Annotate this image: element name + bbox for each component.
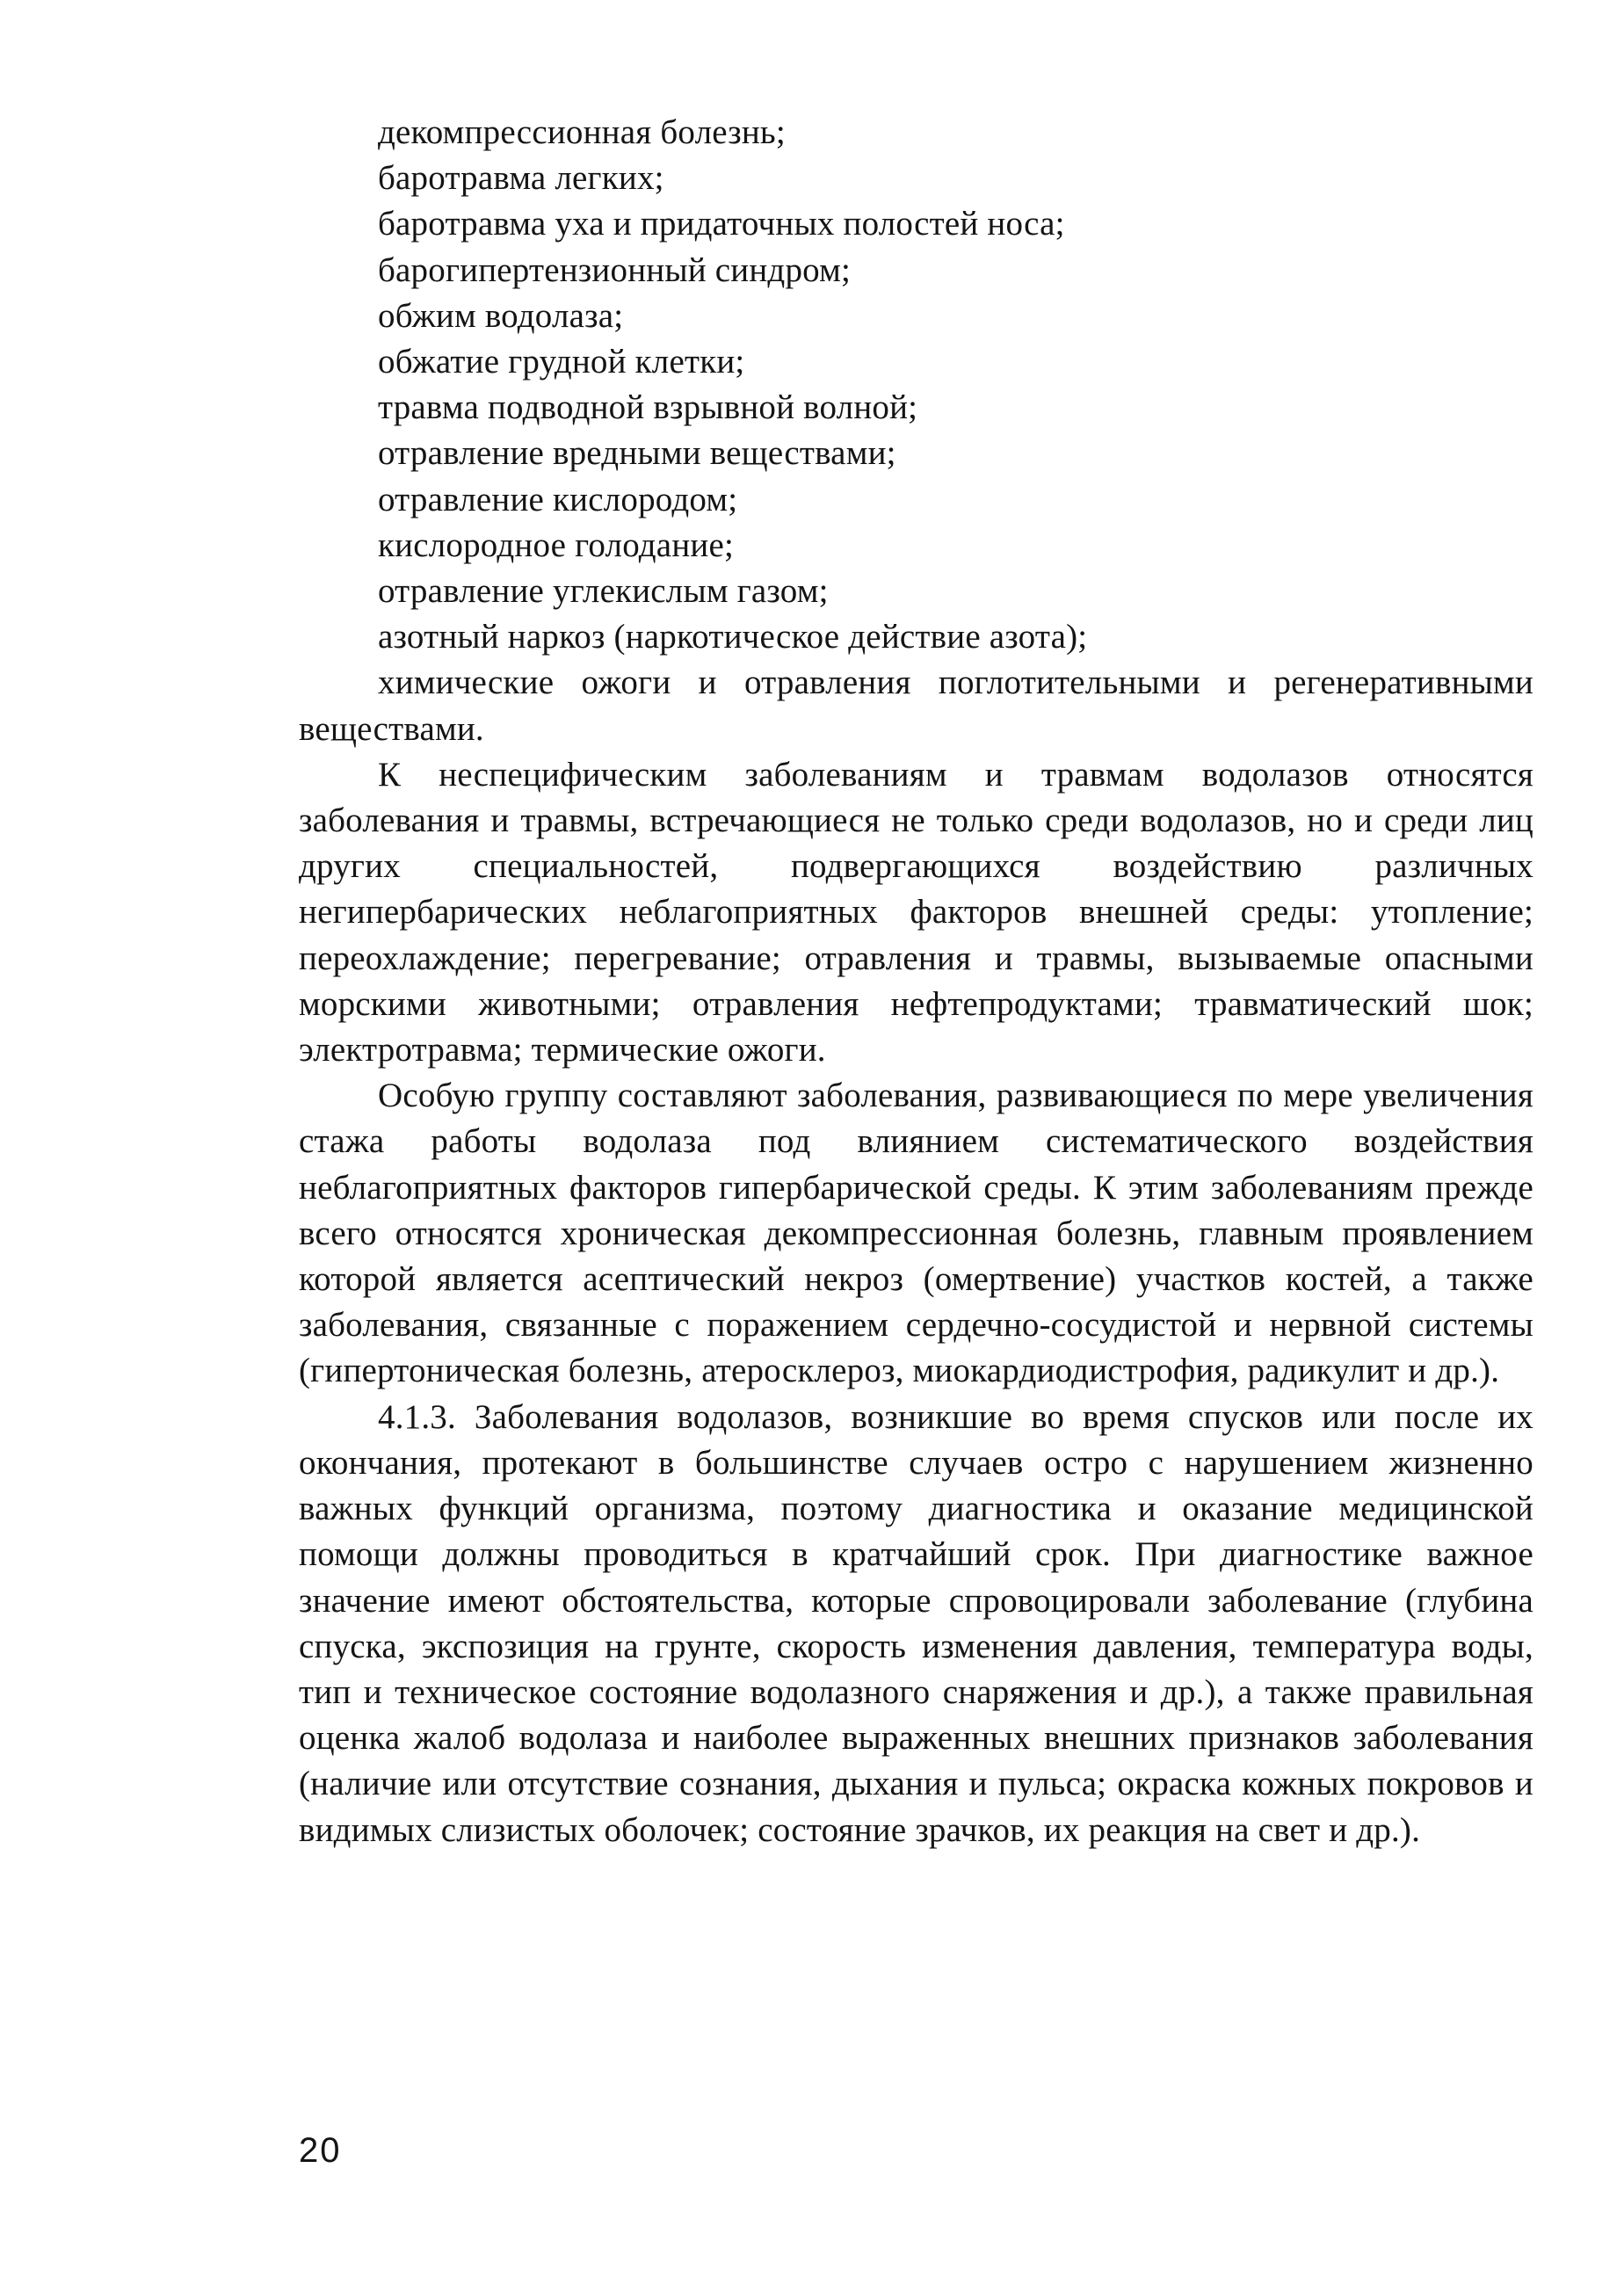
list-item: азотный наркоз (наркотическое действие азота);	[378, 618, 1088, 656]
list-item: баротравма легких;	[378, 159, 664, 198]
paragraph-section-4-1-3: 4.1.3. Заболевания водолазов, возникшие во время спусков или после их окончания, протекают в большинстве случаев остро с нарушением жизненно важных функций организма, поэтому диагностика и оказание медицинской помощи должны проводиться в кратчайший срок. При диагностике важное значение имеют обстоятельства, которые спровоцировали заболевание (глубина спуска, экспозиция на грунте, скорость изменения давления, температура воды, тип и техническое состояние водолазного снаряжения и др.), а также правильная оценка жалоб водолаза и наиболее выраженных внешних признаков заболевания (наличие или отсутствие сознания, дыхания и пульса; окраска кожных покровов и видимых слизистых оболочек; состояние зрачков, их реакция на свет и др.).	[299, 1397, 1533, 1849]
list-item: кислородное голодание;	[378, 526, 735, 564]
list-item-wrapped: химические ожоги и отравления поглотительными и регенеративными веществами.	[299, 664, 1533, 748]
list-item: отравление кислородом;	[378, 480, 738, 518]
list-item: декомпрессионная болезнь;	[378, 113, 786, 151]
list-item: баротравма уха и придаточных полостей носа;	[378, 205, 1065, 243]
paragraph-nonspecific-diseases: К неспецифическим заболеваниям и травмам водолазов относятся заболевания и травмы, встречающиеся не только среди водолазов, но и среди лиц других специальностей, подвергающихся воздействию различных негипербарических неблагоприятных факторов внешней среды: утопление; переохлаждение; перегревание; отравления и травмы, вызываемые опасными морскими животными; отравления нефтепродуктами; травматический шок; электротравма; термические ожоги.	[299, 755, 1533, 1070]
list-item: обжатие грудной клетки;	[378, 343, 745, 381]
list-item: травма подводной взрывной волной;	[378, 388, 918, 427]
paragraph-chronic-diseases: Особую группу составляют заболевания, развивающиеся по мере увеличения стажа работы водолаза под влиянием систематического воздействия неблагоприятных факторов гипербарической среды. К этим заболеваниям прежде всего относятся хроническая декомпрессионная болезнь, главным проявлением которой является асептический некроз (омертвение) участков костей, а также заболевания, связанные с поражением сердечно-сосудистой и нервной системы (гипертоническая болезнь, атеросклероз, миокардиодистрофия, радикулит и др.).	[299, 1077, 1533, 1390]
list-item: отравление углекислым газом;	[378, 572, 829, 611]
list-item: отравление вредными веществами;	[378, 434, 896, 473]
body-text	[299, 110, 1533, 1853]
list-item: барогипертензионный синдром;	[378, 250, 852, 289]
list-item: обжим водолаза;	[378, 296, 624, 335]
page-number: 20	[299, 2131, 342, 2170]
